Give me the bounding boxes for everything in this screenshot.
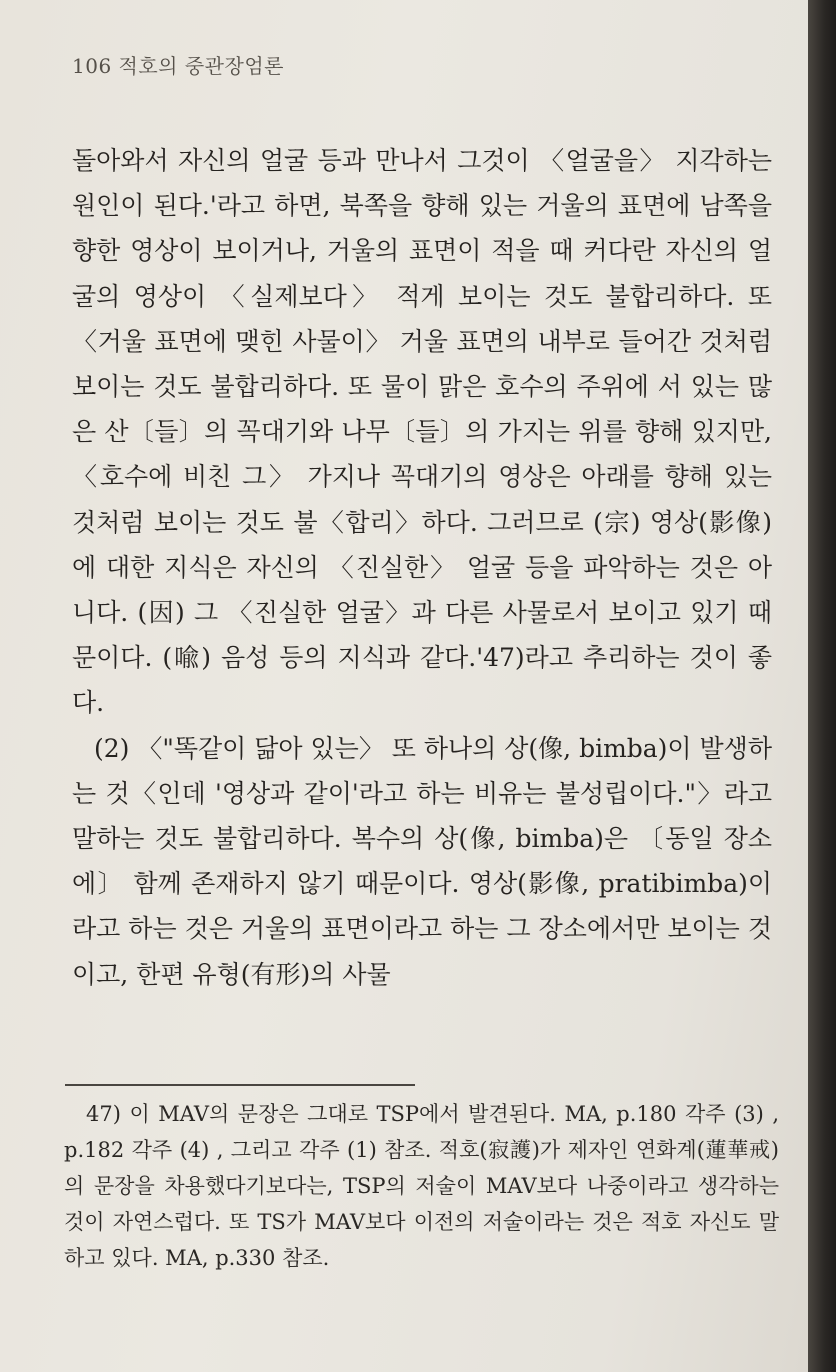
paragraph-2: (2) 〈"똑같이 닮아 있는〉 또 하나의 상(像, bimba)이 발생하는 것〈인데 '영상과 같이'라고 하는 비유는 불성립이다."〉라고 말하는 것도 불합리하다. 복수의 상(像, bimba)은 〔동일 장소에〕 함께 존재하지 않기 때문이다. 영상(影像, pratibimba)이라고 하는 것은 거울의 표면이라고 하는 그 장소에서만 보이는 것이고, 한편 유형(有形)의 사물 [72, 733, 772, 989]
book-edge [808, 0, 836, 1372]
running-header [72, 50, 284, 79]
page-number: 106 [72, 54, 112, 78]
footnote-number: 47) [86, 1102, 121, 1126]
footnote [64, 1096, 779, 1276]
main-text [72, 138, 772, 997]
footnote-text: 이 MAV의 문장은 그대로 TSP에서 발견된다. MA, p.180 각주 (3) , p.182 각주 (4) , 그리고 각주 (1) 참조. 적호(寂護)가 제자인 연화계(蓮華戒)의 문장을 차용했다기보다는, TSP의 저술이 MAV보다 나중이라고 생각하는 것이 자연스럽다. 또 TS가 MAV보다 이전의 저술이라는 것은 적호 자신도 말하고 있다. MA, p.330 참조. [64, 1102, 779, 1270]
running-title: 적호의 중관장엄론 [118, 54, 284, 78]
paragraph-1: 돌아와서 자신의 얼굴 등과 만나서 그것이 〈얼굴을〉 지각하는 원인이 된다.'라고 하면, 북쪽을 향해 있는 거울의 표면에 남쪽을 향한 영상이 보이거나, 거울의 표면이 적을 때 커다란 자신의 얼굴의 영상이 〈실제보다〉 적게 보이는 것도 불합리하다. 또 〈거울 표면에 맺힌 사물이〉 거울 표면의 내부로 들어간 것처럼 보이는 것도 불합리하다. 또 물이 맑은 호수의 주위에 서 있는 많은 산〔들〕의 꼭대기와 나무〔들〕의 가지는 위를 향해 있지만, 〈호수에 비친 그〉 가지나 꼭대기의 영상은 아래를 향해 있는 것처럼 보이는 것도 불〈합리〉하다. 그러므로 (宗) 영상(影像)에 대한 지식은 자신의 〈진실한〉 얼굴 등을 파악하는 것은 아니다. (因) 그 〈진실한 얼굴〉과 다른 사물로서 보이고 있기 때문이다. (喩) 음성 등의 지식과 같다.'47)라고 추리하는 것이 좋다. [72, 146, 772, 718]
footnote-separator [65, 1084, 415, 1086]
